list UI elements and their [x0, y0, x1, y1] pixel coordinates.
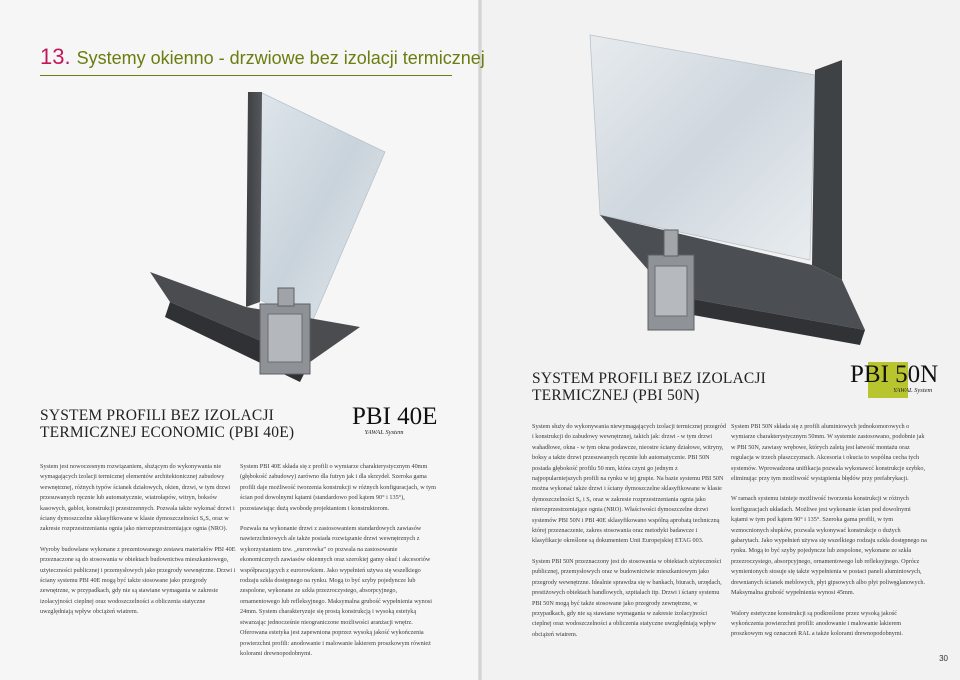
pbi-50n-column-1: System służy do wykonywania niewymagających izolacji termicznej przegród i konstrukcji do zabudowy wewnętrznej, takich jak: drzwi - w tym drzwi wahadłowe, okna - w tym okna podawcze, nieostre ściany działowe, witryny, boksy a także drzwi przesuwanych ręcznie lub automatycznie. PBI 50N posiada głębokość profilu 50 mm, która czyni go jednym z najpopularniejszych profili na rynku w tej grupie. Na bazie systemu PBI 50N można wykonać także drzwi i ściany dymoszczelne sklasyfikowane w klasie dymoszczelności S₀ i Sₐ oraz w zakresie rozprzestrzeniania ognia jako nierozprzestrzeniające ognia (NRO). Właściwości dymoszczelne drzwi systemów PBI 50N i PBI 40E sklasyfikowano wspólną aprobatą techniczną której przeznaczenie, zakres stosowania oraz metodyki badawcze i klasyfikacje określone są dokumentem Unii Europejskiej ETAG 003. System PBI 50N przeznaczony jest do stosowania w obiektach użyteczności publicznej, przemysłowych oraz w budownictwie mieszkaniowym jako przegrody wewnętrzne. Idealnie sprawdza się w bankach, biurach, urzędach, prestiżowych obiektach handlowych, szpitalach itp. Drzwi i ściany systemu PBI 50N mogą być także stosowane jako przegrody zewnętrzne, w przypadkach, gdy nie są stawiane wymagania w zakresie izolacyjności cieplnej oraz wodoszczelności a obliczenia statyczne uwzględniają wpływ obciążeń wiatrem. [532, 423, 726, 638]
pbi-50n-title: SYSTEM PROFILI BEZ IZOLACJI TERMICZNEJ (PBI 50N) [532, 370, 767, 404]
pbi-50n-profile-image [580, 30, 870, 350]
pbi-50n-logo [850, 362, 938, 394]
pbi-40e-column-2: System PBI 40E składa się z profili o wymiarze charakterystycznym 40mm (głębokość zabudowy) zarówno dla futryn jak i dla skrzydeł. Szeroka gama profili daje możliwość tworzenia konstrukcji w różnych konfiguracjach, w tym ścian pod dowolnymi kątami (standardowo pod kątem 90° i 135°), pozostawiając dużą swobodę projektantom i konstruktorom. Pozwala na wykonanie drzwi z zastosowaniem standardowych zawiasów nawierzchniowych ale także posiada rozwiązanie drzwi wewnętrznych z wykorzystaniem tzw. „eurorowka” co pozwala na zastosowanie ekonomicznych zawiasów okiennych oraz szerokiej gamy okuć i akcesoriów współpracujących z eurorowkiem. Jako wypełnień używa się wszelkiego rodzaju szkła dostępnego na rynku. Mogą to być szyby pojedyncze lub zespolone, wykonane ze szkła przezroczystego, absorpcyjnego, ornamentowego lub refleksyjnego. Maksymalna grubość wypełnienia wynosi 24mm. System charakteryzuje się prostą konstrukcją i wysoką estetyką stwarzając jednocześnie nieograniczone możliwości aranżacji wnętrz. Oferowana estetyka jest zapewniona poprzez wysoką jakość wykończenia powierzchni profili: anodowanie i malowanie lakierem proszkowym również kolorami drewnopodobnymi. [240, 463, 436, 657]
logo-sub-text: YAWAL System [893, 387, 933, 394]
logo-main-text: PBI 40E [352, 403, 438, 430]
logo-main-text: PBI 50N [850, 361, 939, 388]
section-number: 13. [40, 44, 71, 69]
pbi-40e-title: SYSTEM PROFILI BEZ IZOLACJI TERMICZNEJ ECONOMIC (PBI 40E) [40, 407, 295, 441]
frame-vertical [246, 92, 262, 307]
section-title: Systemy okienno - drzwiowe bez izolacji termicznej [76, 48, 485, 68]
page-spine [478, 0, 482, 680]
pbi-50n-column-2: System PBI 50N składa się z profili aluminiowych jednokomorowych o wymiarze charakterystycznym 50mm. W systemie zastosowano, podobnie jak w PBI 50N, zawiasy wrębowe, których zaletą jest łatwość montażu oraz regulacja w trzech płaszczyznach. Akcesoria i okucia to wspólna cecha tych systemów. Wprowadzona unifikacja pozwala wykonawcć konstrukcje szybko, eliminując przy tym możliwość wystąpienia błędów przy prefabrykacji. W ramach systemu istnieje możliwość tworzenia konstrukcji w różnych konfiguracjach układach. Możliwe jest wykonanie ścian pod dowolnymi kątami w tym pod kątem 90° i 135°. Szeroka gama profili, w tym wzmocnionych słupków, pozwala wykonywać konstrukcje o dużych gabarytach. Jako wypełnień używa się wszelkiego rodzaju szkła dostępnego na rynku. Mogą to być szyby pojedyncze lub zespolone, wykonane ze szkła przezroczystego, absorpcyjnego, ornamentowego lub refleksyjnego. Oprócz wymienionych stosuje się także wypełnienia w postaci paneli aluminiowych, drewnianych ścianek meblowych, płyt gipsowych albo płyt poliwęglanowych. Maksymalna grubość wypełnienia wynosi 45mm. Walory estetyczne konstrukcji są podkreślone przez wysoką jakość wykończenia powierzchni profili: anodowanie i malowanie lakierem proszkowym wg oznaczeń RAL a także kolorami drewnopodobnymi. [731, 423, 927, 638]
frame-vertical [812, 60, 842, 280]
profile-section-top [278, 288, 294, 306]
profile-section-top [664, 230, 678, 256]
pbi-40e-profile-image [150, 92, 410, 392]
profile-section-inner [655, 266, 687, 316]
page-number: 30 [939, 654, 948, 663]
pbi-40e-column-1: System jest nowoczesnym rozwiązaniem, służącym do wykonywania nie wymagających izolacji termicznej elementów architektonicznej zabudowy wewnętrznej, różnych typów ścianek działowych, okien, drzwi, w tym drzwi przesuwanych ręcznie lub automatycznie, wiatrołapów, witryn, boksów kasowych, gablot, konstrukcji przestrzennych. Pozwala także wykonać drzwi i ściany dymoszczelne sklasyfikowane w klasie dymoszczelności S₀Sₐ oraz w zakresie rozprzestrzeniania ognia jako nierozprzestrzeniające ognia (NRO). Wyroby budowlane wykonane z prezentowanego zestawu materiałów PBI 40E przeznaczone są do stosowania w obiektach budownictwa mieszkaniowego, użyteczności publicznej i przemysłowych jako przegrody wewnętrzne. Drzwi i ściany systemu PBI 40E mogą być także stosowane jako przegrody zewnętrzne, w przypadkach, gdy nie są stawiane wymagania w zakresie izolacyjności cieplnej oraz wodoszczelności a obliczenia statyczne uwzględniają wpływ obciążeń wiatrem. [40, 463, 236, 616]
glass-pane [255, 92, 385, 327]
profile-section-inner [268, 314, 302, 362]
logo-sub-text: YAWAL System [364, 429, 404, 436]
heading-rule [40, 75, 452, 76]
pbi-40e-logo [352, 404, 437, 436]
section-heading [40, 44, 485, 70]
